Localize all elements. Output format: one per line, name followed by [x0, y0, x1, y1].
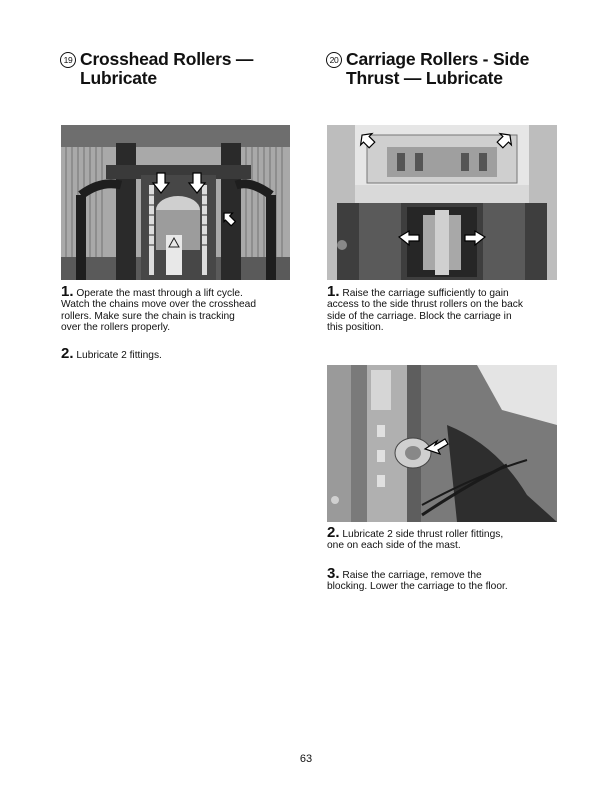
step-text-line: Lubricate 2 fittings.: [76, 350, 162, 361]
crosshead-rollers-photo: [61, 125, 290, 280]
carriage-rollers-photo: [327, 125, 557, 280]
step-text-line: side of the carriage. Block the carriage in: [327, 310, 512, 322]
step-2: [61, 345, 296, 362]
side-thrust-roller-photo: [327, 365, 557, 522]
step-text-line: over the rollers properly.: [61, 321, 171, 333]
step-1: [61, 283, 296, 333]
step-1: [327, 283, 562, 333]
step-text-line: Lubricate 2 side thrust roller fittings,: [342, 529, 504, 540]
step-number: 3.: [327, 565, 340, 582]
circled-number-badge: 20: [326, 52, 342, 68]
section-heading: [60, 50, 295, 88]
step-text-line: Operate the mast through a lift cycle.: [76, 288, 243, 299]
step-text-line: blocking. Lower the carriage to the floor.: [327, 581, 508, 593]
circled-number-badge: 19: [60, 52, 76, 68]
section-heading: [326, 50, 561, 88]
step-text-line: Raise the carriage, remove the: [342, 570, 482, 581]
heading-line: Crosshead Rollers —: [80, 49, 254, 69]
step-text-line: rollers. Make sure the chain is tracking: [61, 310, 235, 322]
heading-line: Lubricate: [80, 68, 157, 88]
heading-line: Carriage Rollers - Side: [346, 49, 530, 69]
step-text-line: access to the side thrust rollers on the back: [327, 299, 523, 311]
step-2: [327, 524, 562, 552]
step-number: 1.: [61, 283, 74, 300]
page-number: 63: [299, 753, 313, 765]
heading-line: Thrust — Lubricate: [346, 68, 503, 88]
section-carriage-rollers: [326, 50, 561, 88]
step-text-line: Raise the carriage sufficiently to gain: [342, 288, 509, 299]
step-number: 1.: [327, 283, 340, 300]
step-text-line: this position.: [327, 321, 384, 333]
step-text-line: Watch the chains move over the crosshead: [61, 299, 256, 311]
step-3: [327, 565, 562, 593]
step-number: 2.: [327, 524, 340, 541]
step-number: 2.: [61, 345, 74, 362]
step-text-line: one on each side of the mast.: [327, 540, 461, 552]
section-crosshead-rollers: [60, 50, 295, 88]
